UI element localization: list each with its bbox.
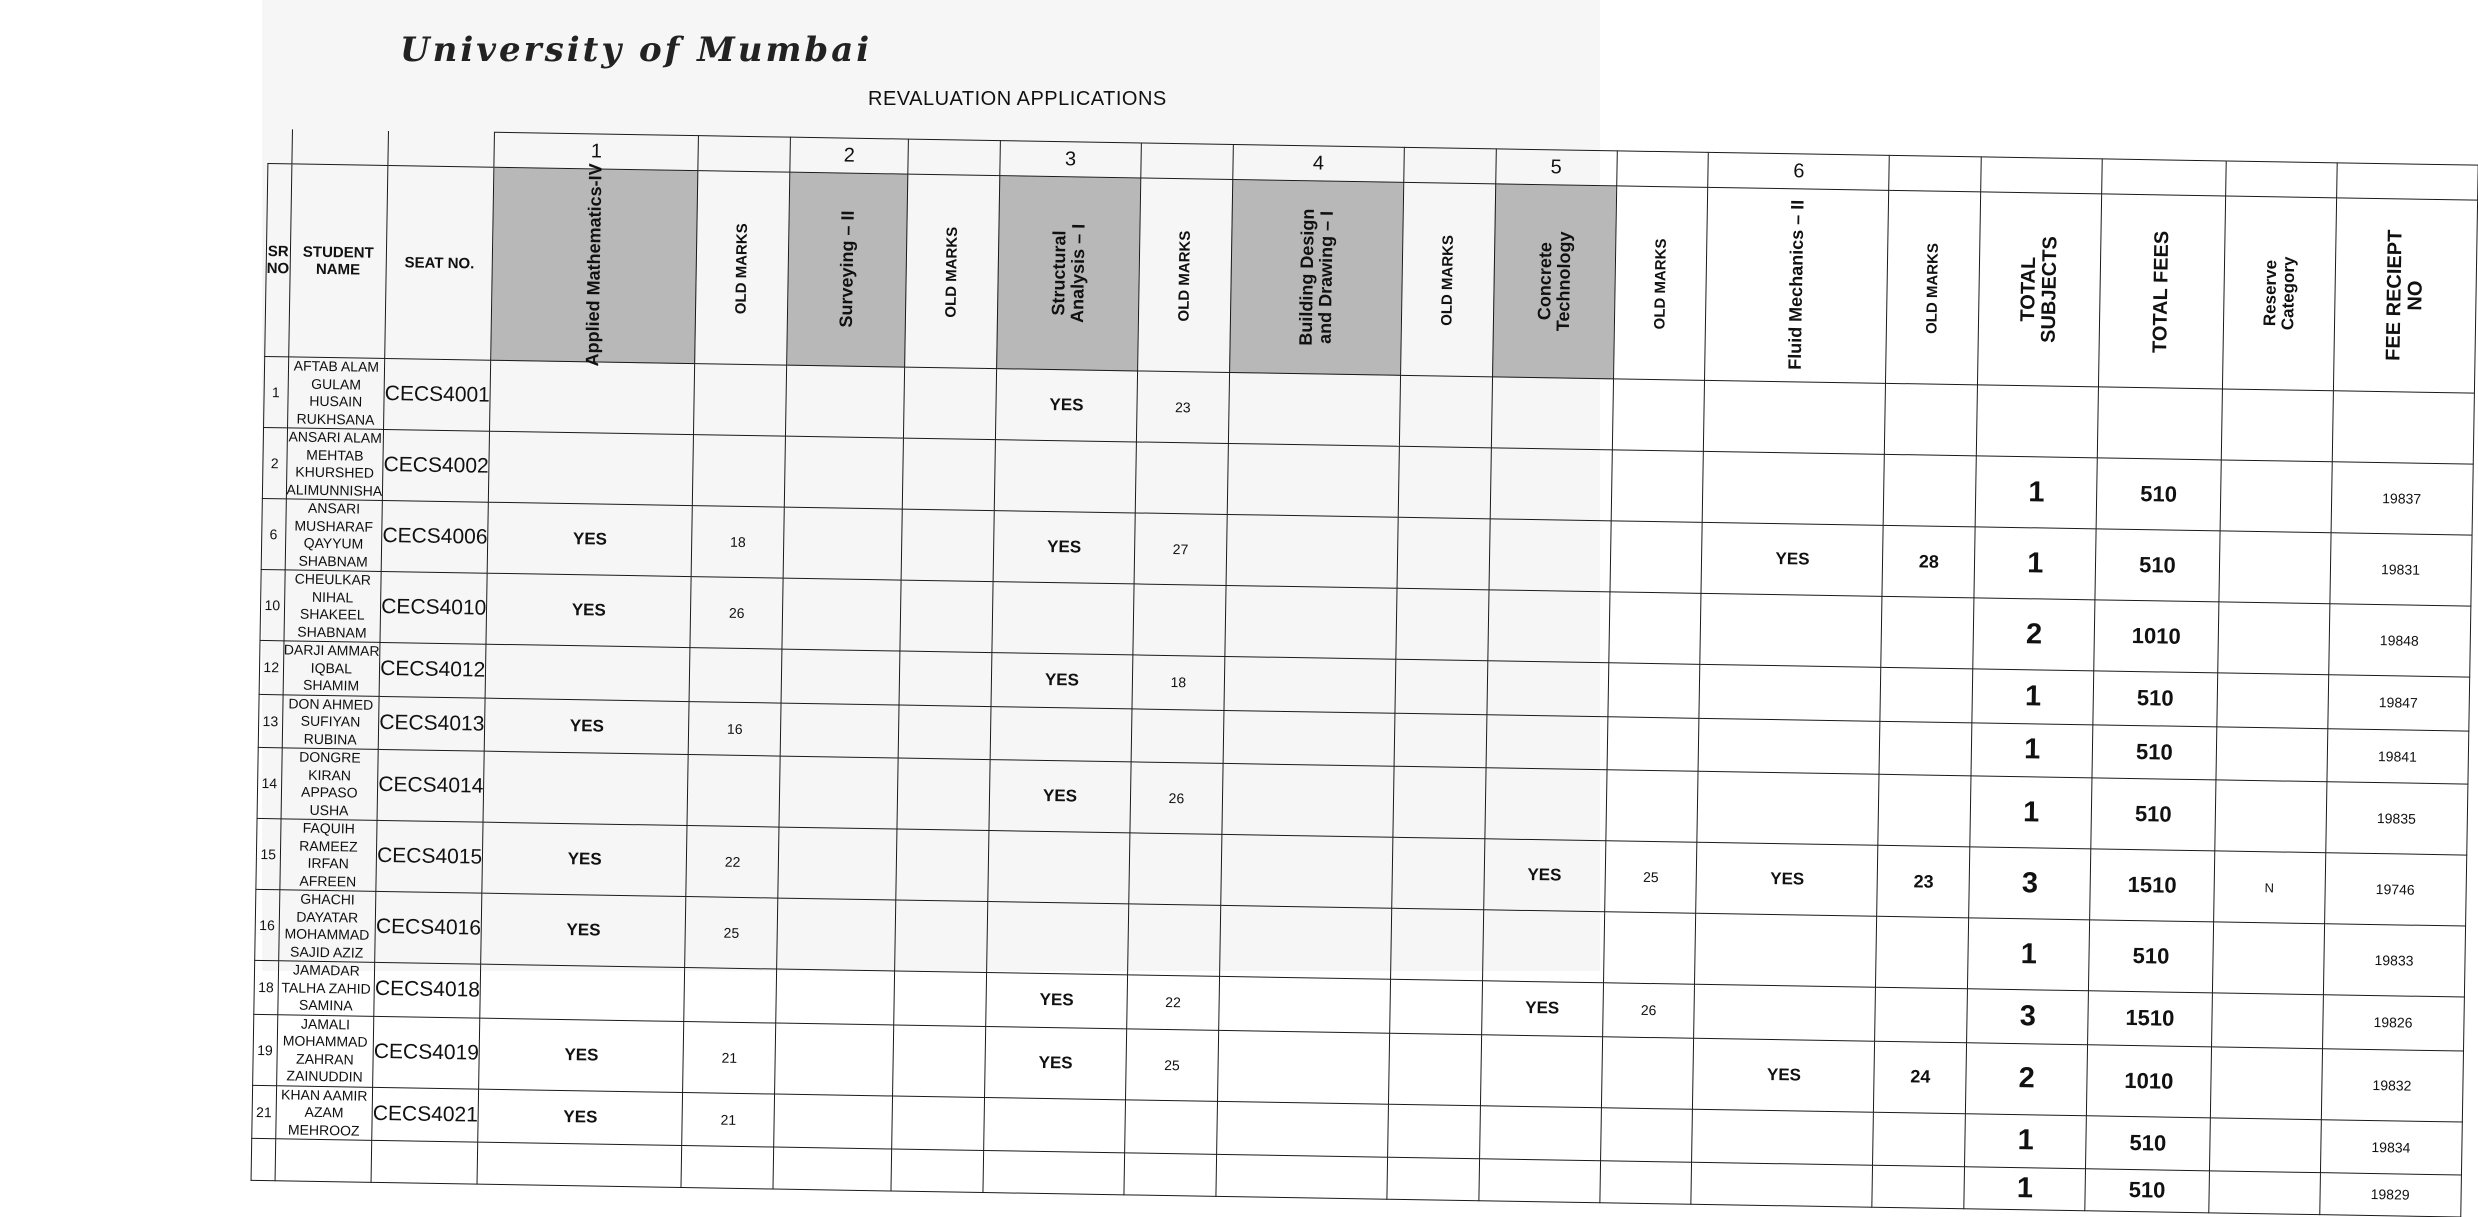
old-marks-4-cell bbox=[1388, 1033, 1481, 1106]
subject-3-cell: YES bbox=[986, 973, 1128, 1029]
seat-no-cell: CECS4019 bbox=[373, 1016, 480, 1089]
old-marks-3-cell bbox=[1128, 904, 1221, 977]
subject-5-cell bbox=[1479, 1105, 1601, 1160]
reserve-category-cell bbox=[2216, 726, 2328, 781]
total-subjects-cell: 1 bbox=[1965, 1113, 2087, 1168]
student-name-cell: DON AHMED SUFIYAN RUBINA bbox=[282, 694, 380, 749]
old-marks-4-cell bbox=[1387, 1104, 1480, 1159]
subject-4-cell bbox=[1217, 1030, 1389, 1104]
old-marks-2-cell bbox=[893, 1025, 986, 1098]
old-marks-3-cell bbox=[1129, 833, 1222, 906]
old-marks-6-cell bbox=[1878, 774, 1971, 847]
total-subjects-cell: 1 bbox=[1970, 776, 2092, 849]
university-title: University of Mumbai bbox=[400, 30, 873, 70]
old-marks-5-cell bbox=[1608, 592, 1701, 665]
old-marks-5-cell bbox=[1601, 1036, 1694, 1109]
student-name-cell: AFTAB ALAM GULAM HUSAIN RUKHSANA bbox=[287, 357, 385, 430]
page-title: REVALUATION APPLICATIONS bbox=[868, 88, 1167, 110]
subject-4-cell bbox=[1218, 976, 1390, 1032]
fee-receipt-cell: 19834 bbox=[2320, 1119, 2462, 1175]
old-marks-header: OLD MARKS bbox=[1613, 186, 1708, 380]
subject-header-5: Concrete Technology bbox=[1492, 184, 1616, 379]
student-name-cell: DONGRE KIRAN APPASO USHA bbox=[281, 748, 379, 821]
subject-2-cell bbox=[784, 436, 903, 509]
old-marks-5-cell bbox=[1612, 379, 1705, 452]
subject-4-cell bbox=[1227, 443, 1399, 517]
seat-no-cell: CECS4002 bbox=[383, 429, 490, 502]
reserve-category-cell bbox=[2220, 460, 2332, 533]
old-marks-5-cell bbox=[1600, 1161, 1693, 1204]
old-marks-1-cell: 25 bbox=[685, 897, 778, 970]
subject-3-cell bbox=[983, 1151, 1125, 1195]
subject-4-cell bbox=[1219, 905, 1391, 979]
old-marks-2-cell bbox=[899, 651, 992, 706]
total-fees-header: TOTAL FEES bbox=[2099, 194, 2225, 389]
old-marks-6-cell bbox=[1872, 1165, 1965, 1208]
total-subjects-cell: 1 bbox=[1968, 918, 2090, 991]
subject-6-cell: YES bbox=[1693, 1038, 1875, 1112]
subject-2-cell bbox=[778, 827, 897, 900]
old-marks-5-cell: 26 bbox=[1602, 983, 1695, 1038]
old-marks-2-cell bbox=[904, 367, 997, 440]
student-name-cell: DARJI AMMAR IQBAL SHAMIM bbox=[283, 641, 381, 696]
total-subjects-cell: 2 bbox=[1973, 598, 2095, 671]
fee-receipt-cell: 19841 bbox=[2326, 728, 2468, 784]
reserve-category-cell: N bbox=[2213, 851, 2325, 924]
subject-5-cell bbox=[1489, 519, 1611, 592]
old-marks-2-cell bbox=[895, 900, 988, 973]
subject-1-cell bbox=[489, 431, 694, 505]
corner-cell bbox=[388, 131, 495, 168]
seat-no-cell: CECS4006 bbox=[381, 500, 488, 573]
reserve-category-cell bbox=[2217, 602, 2329, 675]
old-marks-header: OLD MARKS bbox=[1886, 190, 1981, 384]
subject-6-cell bbox=[1704, 380, 1886, 454]
old-marks-2-cell bbox=[902, 438, 995, 511]
fee-receipt-cell: 19847 bbox=[2327, 675, 2469, 731]
reserve-category-cell bbox=[2218, 531, 2330, 604]
total-fees-cell: 1510 bbox=[2090, 849, 2214, 922]
old-marks-6-cell bbox=[1881, 596, 1974, 669]
old-marks-1-cell bbox=[687, 755, 780, 828]
old-marks-6-cell: 24 bbox=[1874, 1041, 1967, 1114]
old-marks-5-cell bbox=[1611, 450, 1704, 523]
spacer-cell bbox=[1981, 157, 2103, 194]
total-subjects-cell: 1 bbox=[1972, 669, 2094, 724]
old-marks-3-cell: 26 bbox=[1130, 762, 1223, 835]
old-marks-5-cell bbox=[1608, 663, 1701, 718]
old-marks-1-cell bbox=[694, 364, 787, 437]
old-marks-3-cell: 25 bbox=[1125, 1028, 1218, 1101]
total-fees-cell: 510 bbox=[2086, 1115, 2210, 1171]
subject-6-cell bbox=[1694, 984, 1876, 1040]
subject-6-cell bbox=[1698, 718, 1880, 774]
total-fees-cell: 510 bbox=[2092, 724, 2216, 780]
subject-number: 4 bbox=[1233, 145, 1405, 183]
old-marks-3-cell: 23 bbox=[1136, 371, 1229, 444]
fee-receipt-header: FEE RECIEPT NO bbox=[2333, 198, 2477, 393]
student-name-cell: ANSARI ALAM MEHTAB KHURSHED ALIMUNNISHA bbox=[286, 428, 384, 501]
subject-2-cell bbox=[780, 703, 899, 758]
reserve-category-cell bbox=[2208, 1171, 2320, 1214]
sr-no-cell: 15 bbox=[256, 818, 281, 889]
subject-1-cell bbox=[483, 751, 688, 825]
seat-no-cell: CECS4001 bbox=[384, 358, 491, 431]
spacer-cell bbox=[1141, 143, 1233, 180]
subject-3-cell: YES bbox=[995, 369, 1137, 442]
old-marks-6-cell: 28 bbox=[1882, 525, 1975, 598]
subject-1-cell: YES bbox=[478, 1089, 683, 1146]
subject-4-cell bbox=[1223, 710, 1395, 766]
subject-3-cell bbox=[984, 1097, 1126, 1153]
subject-3-cell: YES bbox=[989, 760, 1131, 833]
subject-4-cell bbox=[1224, 656, 1396, 712]
old-marks-6-cell bbox=[1873, 1112, 1966, 1167]
subject-header-4: Building Design and Drawing – I bbox=[1229, 179, 1403, 375]
subject-5-cell bbox=[1486, 714, 1608, 769]
seat-no-cell: CECS4021 bbox=[372, 1087, 479, 1142]
sr-no-header: SR NO bbox=[265, 164, 292, 357]
old-marks-3-cell bbox=[1125, 1099, 1218, 1154]
subject-5-cell bbox=[1479, 1159, 1601, 1203]
fee-receipt-cell: 19837 bbox=[2331, 462, 2473, 535]
old-marks-4-cell bbox=[1395, 659, 1488, 714]
old-marks-1-cell bbox=[684, 968, 777, 1023]
seat-no-cell bbox=[371, 1140, 478, 1183]
fee-receipt-cell: 19832 bbox=[2321, 1048, 2463, 1121]
seat-no-cell: CECS4010 bbox=[380, 571, 487, 644]
spacer-cell bbox=[2225, 161, 2337, 198]
old-marks-5-cell bbox=[1610, 521, 1703, 594]
old-marks-3-cell: 27 bbox=[1134, 513, 1227, 586]
old-marks-4-cell bbox=[1393, 766, 1486, 839]
spacer-cell bbox=[698, 136, 790, 173]
subject-1-cell: YES bbox=[481, 893, 686, 967]
fee-receipt-cell: 19833 bbox=[2323, 924, 2465, 997]
spacer-cell bbox=[2102, 159, 2226, 196]
subject-number: 2 bbox=[790, 137, 909, 174]
old-marks-3-cell bbox=[1131, 708, 1224, 763]
fee-receipt-cell: 19831 bbox=[2329, 533, 2471, 606]
subject-5-cell bbox=[1485, 768, 1607, 841]
subject-header-1: Applied Mathematics-IV bbox=[491, 167, 698, 363]
subject-4-cell bbox=[1228, 372, 1400, 446]
seat-no-cell: CECS4016 bbox=[375, 891, 482, 964]
fee-receipt-cell: 19848 bbox=[2328, 604, 2470, 677]
spacer-cell bbox=[908, 139, 1000, 176]
subject-3-cell bbox=[987, 902, 1129, 975]
subject-header-3: Structural Analysis – I bbox=[997, 176, 1141, 371]
subject-4-cell bbox=[1221, 834, 1393, 908]
old-marks-1-cell: 18 bbox=[691, 506, 784, 579]
spacer-cell bbox=[1404, 147, 1496, 184]
old-marks-3-cell bbox=[1133, 584, 1226, 657]
old-marks-6-cell bbox=[1876, 916, 1969, 989]
subject-3-cell: YES bbox=[985, 1026, 1127, 1099]
reserve-category-cell bbox=[2209, 1117, 2321, 1172]
reserve-category-cell bbox=[2216, 673, 2328, 728]
seat-no-cell: CECS4015 bbox=[376, 820, 483, 893]
old-marks-1-cell bbox=[693, 435, 786, 508]
reserve-category-cell bbox=[2210, 1046, 2322, 1119]
spacer-cell bbox=[1616, 151, 1708, 188]
sr-no-cell: 12 bbox=[259, 640, 283, 694]
student-name-cell: GHACHI DAYATAR MOHAMMAD SAJID AZIZ bbox=[278, 890, 376, 963]
corner-cell bbox=[291, 129, 388, 166]
student-name-cell bbox=[275, 1139, 372, 1182]
subject-2-cell bbox=[773, 1147, 892, 1190]
old-marks-1-cell: 21 bbox=[682, 1092, 775, 1147]
subject-5-cell bbox=[1480, 1034, 1602, 1107]
subject-number: 5 bbox=[1495, 149, 1617, 186]
seat-no-cell: CECS4018 bbox=[374, 962, 481, 1017]
old-marks-header: OLD MARKS bbox=[1400, 182, 1495, 376]
old-marks-4-cell bbox=[1399, 375, 1492, 448]
reserve-category-header: Reserve Category bbox=[2222, 196, 2336, 391]
subject-2-cell bbox=[775, 1023, 894, 1096]
old-marks-6-cell bbox=[1885, 383, 1978, 456]
subject-6-cell bbox=[1697, 771, 1879, 845]
subject-3-cell bbox=[990, 706, 1132, 762]
subject-6-cell bbox=[1692, 1109, 1874, 1165]
subject-6-cell: YES bbox=[1696, 842, 1878, 916]
subject-6-cell bbox=[1691, 1162, 1873, 1206]
spacer-cell bbox=[2336, 163, 2478, 200]
total-subjects-cell: 3 bbox=[1969, 847, 2091, 920]
subject-1-cell bbox=[485, 644, 690, 701]
old-marks-3-cell bbox=[1135, 442, 1228, 515]
old-marks-1-cell bbox=[681, 1146, 774, 1189]
subject-4-cell bbox=[1225, 585, 1397, 659]
old-marks-4-cell bbox=[1397, 517, 1490, 590]
old-marks-5-cell bbox=[1600, 1107, 1693, 1162]
total-subjects-cell bbox=[1977, 385, 2099, 458]
old-marks-5-cell: 25 bbox=[1604, 841, 1697, 914]
subject-number: 6 bbox=[1708, 152, 1890, 190]
seat-no-cell: CECS4014 bbox=[377, 749, 484, 822]
sr-no-cell: 10 bbox=[260, 569, 285, 640]
sr-no-cell: 13 bbox=[258, 694, 282, 748]
subject-3-cell: YES bbox=[993, 511, 1135, 584]
corner-cell bbox=[268, 129, 292, 164]
old-marks-4-cell bbox=[1398, 446, 1491, 519]
old-marks-3-cell bbox=[1124, 1153, 1217, 1196]
old-marks-1-cell: 21 bbox=[683, 1021, 776, 1094]
old-marks-6-cell: 23 bbox=[1877, 845, 1970, 918]
fee-receipt-cell: 19826 bbox=[2322, 995, 2464, 1051]
total-fees-cell: 1010 bbox=[2087, 1044, 2211, 1117]
sr-no-cell: 21 bbox=[252, 1085, 276, 1139]
revaluation-table bbox=[251, 128, 2478, 1217]
old-marks-1-cell bbox=[689, 648, 782, 703]
subject-5-cell: YES bbox=[1483, 839, 1605, 912]
subject-5-cell bbox=[1490, 448, 1612, 521]
subject-5-cell bbox=[1491, 377, 1613, 450]
subject-4-cell bbox=[1222, 763, 1394, 837]
seat-no-cell: CECS4012 bbox=[379, 642, 486, 697]
old-marks-6-cell bbox=[1879, 721, 1972, 776]
old-marks-1-cell: 26 bbox=[690, 577, 783, 650]
total-fees-cell bbox=[2098, 387, 2222, 460]
subject-number: 1 bbox=[494, 132, 699, 170]
total-subjects-header: TOTAL SUBJECTS bbox=[1978, 192, 2102, 387]
subject-1-cell: YES bbox=[484, 698, 689, 755]
sr-no-cell: 1 bbox=[264, 356, 289, 427]
student-name-cell: JAMALI MOHAMMAD ZAHRAN ZAINUDDIN bbox=[276, 1014, 374, 1087]
subject-header-6: Fluid Mechanics – II bbox=[1705, 187, 1889, 383]
old-marks-2-cell bbox=[894, 971, 987, 1026]
old-marks-2-cell bbox=[900, 580, 993, 653]
old-marks-4-cell bbox=[1389, 979, 1482, 1034]
subject-4-cell bbox=[1216, 1101, 1388, 1157]
reserve-category-cell bbox=[2212, 922, 2324, 995]
subject-5-cell: YES bbox=[1481, 981, 1603, 1036]
subject-2-cell bbox=[782, 578, 901, 651]
subject-6-cell bbox=[1703, 451, 1885, 525]
sr-no-cell bbox=[251, 1138, 275, 1180]
old-marks-5-cell bbox=[1606, 770, 1699, 843]
subject-3-cell bbox=[992, 582, 1134, 655]
old-marks-2-cell bbox=[901, 509, 994, 582]
spacer-cell bbox=[1889, 155, 1981, 192]
old-marks-1-cell: 16 bbox=[688, 701, 781, 756]
student-name-cell: ANSARI MUSHARAF QAYYUM SHABNAM bbox=[285, 499, 383, 572]
subject-2-cell bbox=[783, 507, 902, 580]
old-marks-2-cell bbox=[896, 829, 989, 902]
old-marks-4-cell bbox=[1390, 908, 1483, 981]
total-subjects-cell: 1 bbox=[1971, 722, 2093, 777]
subject-1-cell bbox=[477, 1142, 682, 1187]
subject-4-cell bbox=[1216, 1154, 1388, 1198]
sr-no-cell: 19 bbox=[253, 1014, 278, 1085]
total-fees-cell: 510 bbox=[2089, 920, 2213, 993]
old-marks-3-cell: 22 bbox=[1127, 975, 1220, 1030]
old-marks-2-cell bbox=[898, 705, 991, 760]
subject-6-cell bbox=[1700, 593, 1882, 667]
subject-2-cell bbox=[777, 898, 896, 971]
subject-1-cell bbox=[480, 964, 685, 1021]
sr-no-cell: 6 bbox=[261, 498, 286, 569]
reserve-category-cell bbox=[2221, 389, 2333, 462]
subject-2-cell bbox=[786, 365, 905, 438]
total-subjects-cell: 1 bbox=[1975, 456, 2097, 529]
subject-header-2: Surveying – II bbox=[787, 172, 908, 367]
total-fees-cell: 1010 bbox=[2094, 600, 2218, 673]
subject-1-cell bbox=[490, 360, 695, 434]
old-marks-2-cell bbox=[897, 758, 990, 831]
subject-5-cell bbox=[1482, 910, 1604, 983]
total-fees-cell: 510 bbox=[2091, 778, 2215, 851]
reserve-category-cell bbox=[2211, 993, 2323, 1048]
old-marks-4-cell bbox=[1387, 1157, 1480, 1200]
student-name-cell: JAMADAR TALHA ZAHID SAMINA bbox=[277, 961, 375, 1016]
total-fees-cell: 510 bbox=[2096, 458, 2220, 531]
seat-no-cell: CECS4013 bbox=[378, 696, 485, 751]
subject-3-cell bbox=[988, 831, 1130, 904]
old-marks-header: OLD MARKS bbox=[905, 174, 1000, 368]
sr-no-cell: 2 bbox=[262, 427, 287, 498]
subject-6-cell bbox=[1699, 664, 1881, 720]
subject-2-cell bbox=[776, 969, 895, 1024]
fee-receipt-cell bbox=[2332, 391, 2474, 464]
subject-1-cell: YES bbox=[479, 1018, 684, 1092]
student-name-header: STUDENT NAME bbox=[288, 164, 388, 359]
subject-5-cell bbox=[1487, 590, 1609, 663]
subject-number: 3 bbox=[1000, 141, 1142, 178]
sr-no-cell: 14 bbox=[257, 747, 282, 818]
student-name-cell: KHAN AAMIR AZAM MEHROOZ bbox=[275, 1085, 373, 1140]
total-subjects-cell: 3 bbox=[1967, 989, 2089, 1044]
total-subjects-cell: 1 bbox=[1964, 1167, 2086, 1211]
old-marks-2-cell bbox=[891, 1149, 984, 1192]
total-subjects-cell: 1 bbox=[1974, 527, 2096, 600]
total-fees-cell: 510 bbox=[2095, 529, 2219, 602]
sr-no-cell: 18 bbox=[254, 960, 278, 1014]
old-marks-2-cell bbox=[892, 1095, 985, 1150]
total-fees-cell: 510 bbox=[2085, 1169, 2209, 1213]
subject-3-cell: YES bbox=[991, 653, 1133, 709]
subject-1-cell: YES bbox=[487, 502, 692, 576]
subject-6-cell: YES bbox=[1701, 522, 1883, 596]
subject-3-cell bbox=[994, 440, 1136, 513]
old-marks-5-cell bbox=[1603, 912, 1696, 985]
sr-no-cell: 16 bbox=[255, 889, 280, 960]
subject-2-cell bbox=[774, 1094, 893, 1149]
subject-1-cell: YES bbox=[482, 822, 687, 896]
old-marks-6-cell bbox=[1880, 667, 1973, 722]
subject-6-cell bbox=[1695, 913, 1877, 987]
fee-receipt-cell: 19835 bbox=[2325, 782, 2467, 855]
total-subjects-cell: 2 bbox=[1966, 1042, 2088, 1115]
old-marks-header: OLD MARKS bbox=[695, 171, 790, 365]
subject-2-cell bbox=[779, 756, 898, 829]
old-marks-6-cell bbox=[1875, 987, 1968, 1042]
subject-2-cell bbox=[781, 649, 900, 704]
fee-receipt-cell: 19829 bbox=[2319, 1173, 2461, 1217]
student-name-cell: CHEULKAR NIHAL SHAKEEL SHABNAM bbox=[283, 570, 381, 643]
reserve-category-cell bbox=[2214, 780, 2326, 853]
old-marks-header: OLD MARKS bbox=[1138, 178, 1233, 372]
column-header-row bbox=[265, 164, 2477, 394]
old-marks-4-cell bbox=[1396, 588, 1489, 661]
total-fees-cell: 510 bbox=[2093, 671, 2217, 727]
old-marks-4-cell bbox=[1392, 837, 1485, 910]
subject-4-cell bbox=[1226, 514, 1398, 588]
student-name-cell: FAQUIH RAMEEZ IRFAN AFREEN bbox=[279, 819, 377, 892]
old-marks-6-cell bbox=[1884, 454, 1977, 527]
old-marks-5-cell bbox=[1607, 716, 1700, 771]
subject-5-cell bbox=[1487, 661, 1609, 716]
old-marks-3-cell: 18 bbox=[1132, 655, 1225, 710]
old-marks-4-cell bbox=[1394, 713, 1487, 768]
old-marks-1-cell: 22 bbox=[686, 826, 779, 899]
total-fees-cell: 1510 bbox=[2088, 991, 2212, 1047]
subject-1-cell: YES bbox=[486, 573, 691, 647]
fee-receipt-cell: 19746 bbox=[2324, 853, 2466, 926]
seat-no-header: SEAT NO. bbox=[385, 165, 494, 360]
